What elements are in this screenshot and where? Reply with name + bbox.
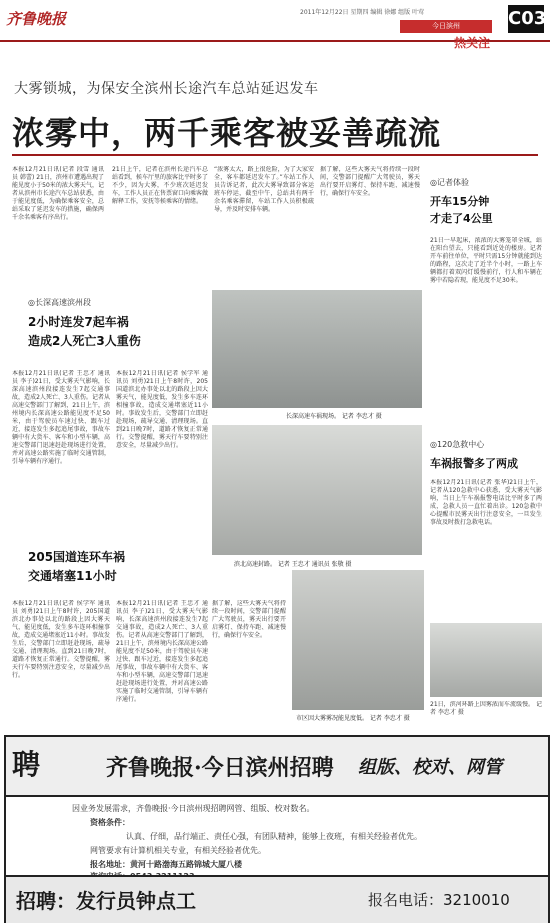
traffic-photo xyxy=(430,623,542,697)
sidebar-headline-2: 车祸报警多了两成 xyxy=(430,457,518,470)
photo-caption: 市区因大雾雾况能见度低。 记者 李忠才 摄 xyxy=(296,715,410,722)
lead-column-3: “浓雾太大，路上很危险，为了大家安全，客车都延迟发车了。”车站工作人员告诉记者，此次大雾导致部分客运班车停运，截至中午，总站共有两千余名乘客滞留，车站工作人员积极疏导，并及时安排车辆。 xyxy=(214,166,314,213)
section-tag: ◎记者体验 xyxy=(430,178,469,187)
photo-caption: 21日，滨河环路上因雾浓而车流缓慢。 记者 李忠才 摄 xyxy=(430,701,542,716)
ad-title: 齐鲁晚报·今日滨州招聘 xyxy=(106,755,334,781)
column-title: 热关注 xyxy=(454,36,491,50)
lead-column-2: 21日上午，记者在滨州长途汽车总站看到，候车厅里的旅客比平时多了不少，因为大雾，不少班次延迟发车，工作人员正在售票窗口向乘客做解释工作，安抚等候乘客的情绪。 xyxy=(112,166,208,205)
ad-req-1: 认真、仔细，品行端正、责任心强，有团队精神，能够上夜班，有相关经验者优先。 xyxy=(126,832,422,841)
lead-headline: 浓雾中，两千乘客被妥善疏流 xyxy=(12,114,442,152)
ad-req-2: 网管要求有计算机相关专业，有相关经验者优先。 xyxy=(90,846,266,855)
story3-body-cont: 本报12月21日讯(记者 王忠才 通讯员 李子)21日，受大雾天气影响，长深高速滨州段接连发生7起交通事故，造成2人死亡、3人重伤。记者从高速交警部门了解到，21日上午，滨州境内长深高速公路能见度不足50米，由于驾驶员车速过快、跟车过近，接连发生多起追尾事故，事故车辆中有大货车、客车和小型车辆，高速交警部门迅速赶赴现场进行处置，并对高速公路实施了临时交通管制，引导车辆有序通行。 xyxy=(116,600,208,703)
section-tag: ◎120急救中心 xyxy=(430,440,485,449)
channel-tag: 今日滨州 xyxy=(400,20,492,33)
ad-req-label: 资格条件： xyxy=(90,818,130,827)
sidebar-body-1: 21日一早起床，浓浓的大雾笼罩全城，站在阳台望去，只能看到近处的楼房。记者开车前往单位，平时只需15分钟就能到达的路程，这次走了近半个小时，一路上车辆都打着双闪灯缓慢前行，行人和车辆在雾中若隐若现，能见度不足30米。 xyxy=(430,237,542,284)
fog-city-photo xyxy=(292,570,424,710)
sidebar-headline-1: 开车15分钟 才走了4公里 xyxy=(430,195,493,225)
sidebar-body-2: 本报12月21日讯(记者 张华)21日上午，记者从120急救中心获悉，受大雾天气影响，当日上午车祸报警电话比平时多了两成，急救人员一直忙着出诊。120急救中心提醒市民雾天出行注意安全，一旦发生事故及时拨打急救电话。 xyxy=(430,479,542,526)
ad-intro: 因业务发展需求，齐鲁晚报·今日滨州现招聘网管、组版、校对数名。 xyxy=(72,804,315,813)
lead-column-4: 据了解，这些大雾天气将持续一段时间，交警部门提醒广大驾驶员，雾天出行要开启雾灯、保持车距、减速慢行，确保行车安全。 xyxy=(320,166,420,197)
photo-caption: 长深高速车祸现场。 记者 李忠才 摄 xyxy=(286,413,382,420)
ad-bottom-bar xyxy=(6,875,548,923)
highway-photo xyxy=(212,425,422,555)
ad-big-char: 聘 xyxy=(12,748,41,781)
ad-subtitle: 组版、校对、网管 xyxy=(358,757,502,778)
story2-body-cont: 本报12月21日讯(记者 侯学军 通讯员 刘勇)21日上午8时许，205国道滨北办事处以北的路段上因大雾天气，能见度低，发生多车连环相撞事故，造成交通堵塞近11小时。事故发生后，交警部门立即赶赴现场，疏导交通、清理现场。直到21日晚7时，道路才恢复正常通行。交警提醒，雾天行车要特别注意安全，尽量减少出行。 xyxy=(116,370,208,449)
lead-column-1: 本报12月21日讯(记者 段雪 通讯员 韩蕾) 21日，滨州市遭遇出现了能见度小于50米的浓大雾天气，记者从滨州市长途汽车总站获悉，由于能见度低，为确保乘客安全，总站采取了延迟发车的措施，确保两千余名乘客有序出行。 xyxy=(12,166,104,221)
ad-bottom-left: 招聘：发行员钟点工 xyxy=(16,889,196,913)
accident-photo xyxy=(212,290,422,408)
lead-kicker: 大雾锁城，为保安全滨州长途汽车总站延迟发车 xyxy=(14,81,319,97)
divider xyxy=(12,154,538,156)
section-tag: ◎长深高速滨州段 xyxy=(28,298,91,307)
story3-body: 本报12月21日讯(记者 侯学军 通讯员 刘勇)21日上午8时许，205国道滨北办事处以北的路段上因大雾天气，能见度低，发生多车连环相撞事故，造成交通堵塞近11小时。事故发生后，交警部门立即赶赴现场，疏导交通、清理现场。直到21日晚7时，道路才恢复正常通行。交警提醒，雾天行车要特别注意安全，尽量减少出行。 xyxy=(12,600,110,679)
ad-banner xyxy=(6,737,548,797)
photo-caption: 滨北高速封路。 记者 王忠才 通讯员 张敬 摄 xyxy=(234,561,352,568)
page-number: C03 xyxy=(508,5,544,33)
story3-body-cont2: 据了解，这些大雾天气将持续一段时间，交警部门提醒广大驾驶员，雾天出行要开启雾灯、保持车距、减速慢行，确保行车安全。 xyxy=(212,600,286,639)
ad-bottom-right: 报名电话：3210010 xyxy=(368,891,510,909)
dateline: 2011年12月22日 星期四 编辑 徐娜 组版 叶莺 xyxy=(300,9,425,16)
recruitment-ad xyxy=(4,735,550,923)
story2-body: 本报12月21日讯(记者 王忠才 通讯员 李子)21日，受大雾天气影响，长深高速滨州段接连发生7起交通事故，造成2人死亡、3人重伤。记者从高速交警部门了解到，21日上午，滨州境内长深高速公路能见度不足50米，由于驾驶员车速过快、跟车过近，接连发生多起追尾事故，事故车辆中有大货车、客车和小型车辆，高速交警部门迅速赶赴现场进行处置，并对高速公路实施了临时交通管制，引导车辆有序通行。 xyxy=(12,370,110,465)
newspaper-logo: 齐鲁晚报 xyxy=(6,10,67,28)
sidebar xyxy=(428,163,544,723)
story2-headline: 2小时连发7起车祸 造成2人死亡3人重伤 xyxy=(28,315,141,348)
story3-headline: 205国道连环车祸 交通堵塞11小时 xyxy=(28,550,126,583)
ad-address: 报名地址：黄河十路渤海五路锦城大厦八楼 xyxy=(90,860,242,869)
